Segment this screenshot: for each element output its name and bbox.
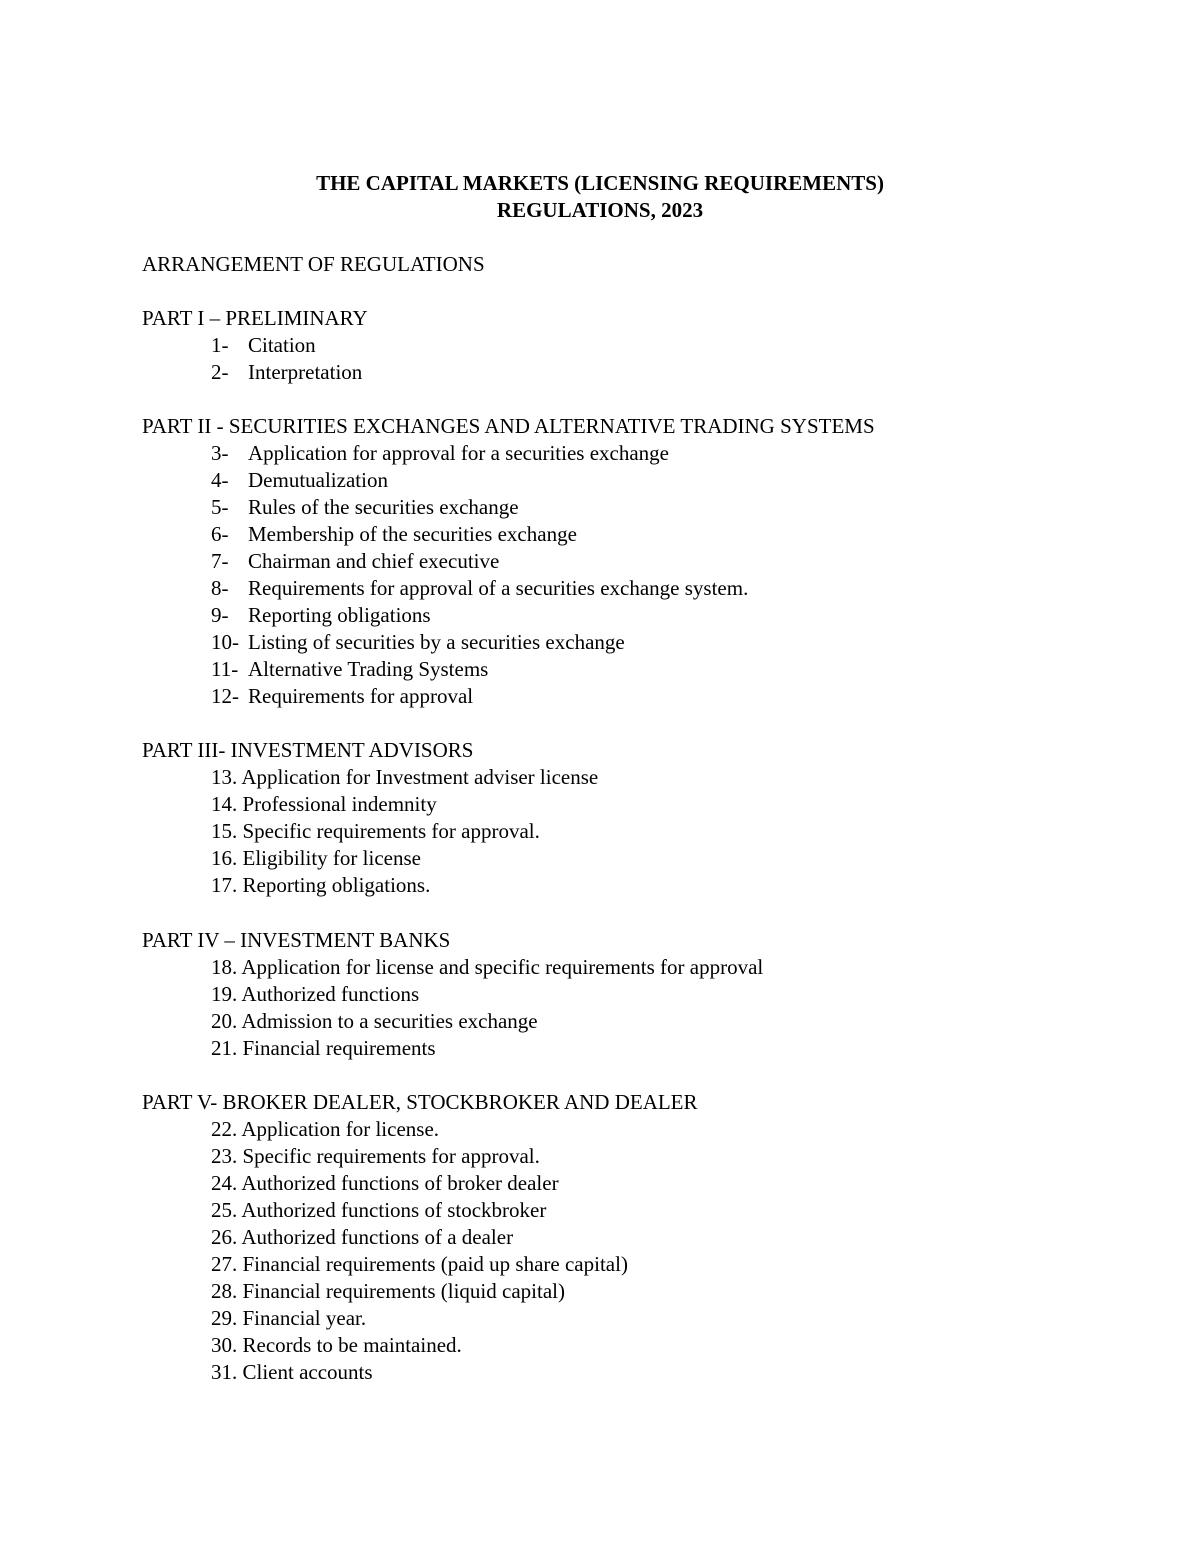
list-item	[142, 1278, 1142, 1305]
document-title-line-1: THE CAPITAL MARKETS (LICENSING REQUIREMENTS)	[316, 171, 884, 195]
list-item	[142, 1143, 1142, 1170]
item-text: Alternative Trading Systems	[248, 657, 489, 681]
list-item	[142, 521, 1142, 548]
item-number: 2-	[211, 360, 229, 384]
item-text: Demutualization	[248, 468, 388, 492]
list-item	[142, 1251, 1142, 1278]
list-item	[142, 602, 1142, 629]
document-title-line-2: REGULATIONS, 2023	[496, 198, 704, 222]
item-number: 3-	[211, 441, 229, 465]
part-2-section	[142, 413, 1142, 710]
item-number: 10-	[211, 630, 239, 654]
part-2-items	[142, 440, 1142, 710]
item-text: 25. Authorized functions of stockbroker	[211, 1198, 547, 1222]
item-text: Rules of the securities exchange	[248, 495, 519, 519]
list-item	[142, 359, 1142, 386]
item-number: 5-	[211, 495, 229, 519]
item-text: Application for approval for a securities exchange	[248, 441, 669, 465]
item-number: 8-	[211, 576, 229, 600]
item-text: 23. Specific requirements for approval.	[211, 1144, 540, 1168]
arrangement-heading: ARRANGEMENT OF REGULATIONS	[142, 252, 485, 276]
item-number: 12-	[211, 684, 239, 708]
item-number: 4-	[211, 468, 229, 492]
item-text: 30. Records to be maintained.	[211, 1333, 462, 1357]
item-text: Chairman and chief executive	[248, 549, 500, 573]
item-text: 27. Financial requirements (paid up share capital)	[211, 1252, 628, 1276]
part-3-title: PART III- INVESTMENT ADVISORS	[142, 738, 474, 762]
list-item	[142, 548, 1142, 575]
list-item	[142, 332, 1142, 359]
list-item	[142, 764, 1142, 791]
list-item	[142, 440, 1142, 467]
item-text: 22. Application for license.	[211, 1117, 440, 1141]
item-text: Requirements for approval of a securities exchange system.	[248, 576, 749, 600]
list-item	[142, 1305, 1142, 1332]
item-text: 24. Authorized functions of broker dealer	[211, 1171, 559, 1195]
list-item	[142, 981, 1142, 1008]
item-number: 7-	[211, 549, 229, 573]
part-3-items	[142, 764, 1142, 899]
list-item	[142, 494, 1142, 521]
list-item	[142, 629, 1142, 656]
item-text: 19. Authorized functions	[211, 982, 420, 1006]
part-5-items	[142, 1116, 1142, 1386]
item-text: Requirements for approval	[248, 684, 474, 708]
item-text: Interpretation	[248, 360, 363, 384]
list-item	[142, 818, 1142, 845]
item-text: 15. Specific requirements for approval.	[211, 819, 540, 843]
list-item	[142, 467, 1142, 494]
item-number: 1-	[211, 333, 229, 357]
list-item	[142, 1170, 1142, 1197]
part-3-section	[142, 737, 1142, 899]
part-4-section	[142, 927, 1142, 1062]
list-item	[142, 1197, 1142, 1224]
item-text: 28. Financial requirements (liquid capital)	[211, 1279, 565, 1303]
list-item	[142, 1035, 1142, 1062]
list-item	[142, 656, 1142, 683]
part-1-items	[142, 332, 1142, 386]
list-item	[142, 872, 1142, 899]
item-text: 21. Financial requirements	[211, 1036, 436, 1060]
item-number: 11-	[211, 657, 239, 681]
list-item	[142, 1224, 1142, 1251]
part-1-title: PART I – PRELIMINARY	[142, 306, 368, 330]
list-item	[142, 954, 1142, 981]
list-item	[142, 1359, 1142, 1386]
list-item	[142, 845, 1142, 872]
item-text: 20. Admission to a securities exchange	[211, 1009, 538, 1033]
part-4-items	[142, 954, 1142, 1062]
item-text: 14. Professional indemnity	[211, 792, 437, 816]
part-5-section	[142, 1089, 1142, 1386]
list-item	[142, 575, 1142, 602]
part-4-title: PART IV – INVESTMENT BANKS	[142, 928, 451, 952]
list-item	[142, 683, 1142, 710]
item-text: Listing of securities by a securities exchange	[248, 630, 625, 654]
list-item	[142, 791, 1142, 818]
list-item	[142, 1332, 1142, 1359]
item-text: 16. Eligibility for license	[211, 846, 421, 870]
item-text: 29. Financial year.	[211, 1306, 367, 1330]
item-text: 13. Application for Investment adviser license	[211, 765, 599, 789]
item-number: 6-	[211, 522, 229, 546]
item-text: Reporting obligations	[248, 603, 431, 627]
part-2-title: PART II - SECURITIES EXCHANGES AND ALTERNATIVE TRADING SYSTEMS	[142, 414, 875, 438]
item-text: 31. Client accounts	[211, 1360, 373, 1384]
part-5-title: PART V- BROKER DEALER, STOCKBROKER AND DEALER	[142, 1090, 698, 1114]
item-number: 9-	[211, 603, 229, 627]
item-text: 18. Application for license and specific requirements for approval	[211, 955, 764, 979]
item-text: Citation	[248, 333, 316, 357]
item-text: 26. Authorized functions of a dealer	[211, 1225, 514, 1249]
list-item	[142, 1116, 1142, 1143]
item-text: Membership of the securities exchange	[248, 522, 577, 546]
list-item	[142, 1008, 1142, 1035]
part-1-section	[142, 305, 1142, 386]
item-text: 17. Reporting obligations.	[211, 873, 431, 897]
